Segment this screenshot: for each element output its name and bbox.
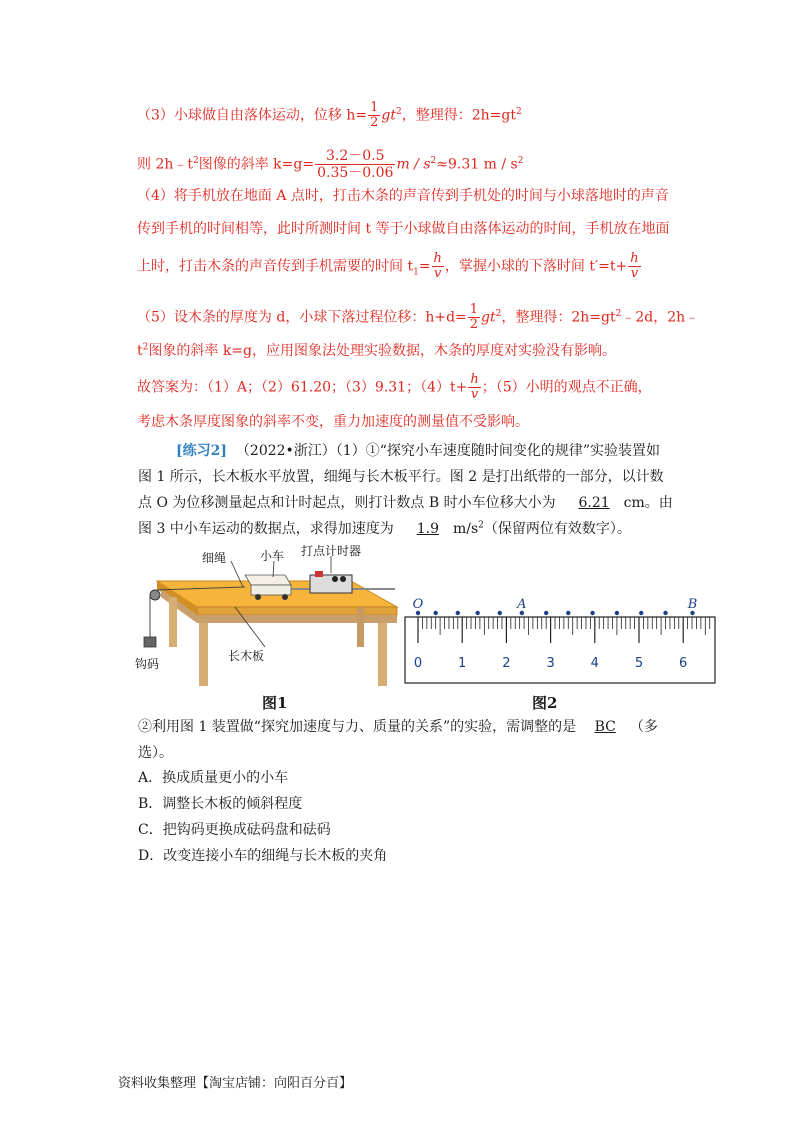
tape-dot	[544, 611, 548, 615]
ruler-number: 5	[634, 656, 644, 671]
tape-dot	[615, 611, 619, 615]
count-point-label: B	[687, 597, 698, 612]
label-timer: 打点计时器	[301, 544, 362, 558]
cart	[245, 575, 291, 585]
answer-blank-adjust: BC	[594, 719, 616, 735]
count-point-label: O	[412, 597, 424, 612]
exercise-tag: [练习2]	[176, 443, 227, 459]
exercise2-line4: 图 3 中小车运动的数据点，求得加速度为 1.9 $m/s^2$（保留两位有效数字）。	[138, 520, 631, 537]
answer-summary-line2: 考虑木条厚度图象的斜率不变，重力加速度的测量值不受影响。	[137, 414, 529, 430]
hook-weight	[144, 637, 156, 647]
tape-dot	[639, 611, 643, 615]
ruler-number: 2	[502, 656, 511, 671]
tape-dot	[433, 611, 437, 615]
tape-dot	[566, 611, 570, 615]
label-board: 长木板	[228, 649, 265, 663]
pulley-icon	[150, 590, 160, 600]
figure1-apparatus	[135, 543, 405, 690]
option-a: A．换成质量更小的小车	[138, 770, 289, 786]
exercise2-line1: [练习2] （2022•浙江）（1）①“探究小车速度随时间变化的规律”实验装置如	[176, 443, 661, 459]
label-rope: 细绳	[202, 551, 227, 565]
count-point-label: A	[517, 597, 527, 612]
solution-step-3: （3）小球做自由落体运动，位移 h= $\frac{1}{2}$ $gt^2$，整理得：$2h=gt^2$	[137, 100, 522, 130]
figure2-caption: 图2	[532, 694, 558, 712]
ruler-number: 6	[679, 656, 688, 671]
option-d: D．改变连接小车的细绳与长木板的夹角	[138, 848, 388, 864]
option-c: C．把钩码更换成砝码盘和砝码	[138, 822, 331, 838]
tape-dot	[498, 611, 502, 615]
ruler-number: 4	[590, 656, 599, 671]
figure1-caption: 图1	[262, 694, 288, 712]
tape-dot	[663, 611, 667, 615]
ruler-number: 1	[458, 656, 467, 671]
ruler-number: 0	[413, 656, 423, 671]
exercise2-line3: 点 O 为位移测量起点和计时起点，则打计数点 B 时小车位移大小为 6.21 cm。由	[138, 495, 673, 511]
solution-step-5-line1: （5）设木条的厚度为 d，小球下落过程位移：h+d= $\frac{1}{2}$ $gt^2$，整理得：$2h=gt^2﹣2d$，2h﹣	[137, 302, 700, 332]
table-leg	[169, 597, 177, 647]
solution-step-4-line2: 传到手机的时间相等，此时所测时间 t 等于小球做自由落体运动的时间，手机放在地面	[137, 221, 670, 237]
figure2-ruler	[404, 594, 717, 686]
tape-dot	[475, 611, 479, 615]
label-cart: 小车	[260, 549, 285, 563]
answer-summary-line1: 故答案为：（1）A；（2）61.20；（3）9.31；（4）t+ $\frac{h}{v}$ ；（5）小明的观点不正确，	[137, 372, 652, 402]
solution-step-4-line3: 上时，打击木条的声音传到手机需要的时间 $t_1=$ $\frac{h}{v}$ ，掌握小球的下落时间 t′=t+ $\frac{h}{v}$	[137, 251, 639, 281]
ruler-number: 3	[546, 656, 555, 671]
label-weight: 钩码	[135, 657, 160, 671]
answer-blank-acceleration: 1.9	[416, 521, 439, 537]
solution-step-5-line2: $t^2$图象的斜率 k=g，应用图象法处理实验数据，木条的厚度对实验没有影响。	[137, 342, 616, 359]
table-leg	[357, 607, 364, 647]
answer-blank-displacement: 6.21	[578, 495, 610, 511]
question-part2-line1: ②利用图 1 装置做“探究加速度与力、质量的关系”的实验，需调整的是 BC （多	[138, 719, 658, 735]
question-part2-line2: 选）。	[138, 745, 173, 761]
tape-dot	[456, 611, 460, 615]
option-b: B．调整长木板的倾斜程度	[138, 796, 303, 812]
exercise2-line2: 图 1 所示，长木板水平放置，细绳与长木板平行。图 2 是打出纸带的一部分，以计数	[138, 469, 664, 485]
solution-step-4-line1: （4）将手机放在地面 A 点时，打击木条的声音传到手机处的时间与小球落地时的声音	[137, 188, 669, 204]
table-leg	[378, 623, 387, 686]
footer-source: 资料收集整理【淘宝店铺：向阳百分百】	[118, 1076, 353, 1091]
tape-dot	[590, 611, 594, 615]
solution-step-3-slope: 则 $2h﹣t^2$图像的斜率 k=g= $\frac{3.2-0.5}{0.35-0.06}$ $m / s^2\approx 9.31$ m / $s^2$	[137, 148, 524, 181]
table-leg	[199, 623, 208, 686]
